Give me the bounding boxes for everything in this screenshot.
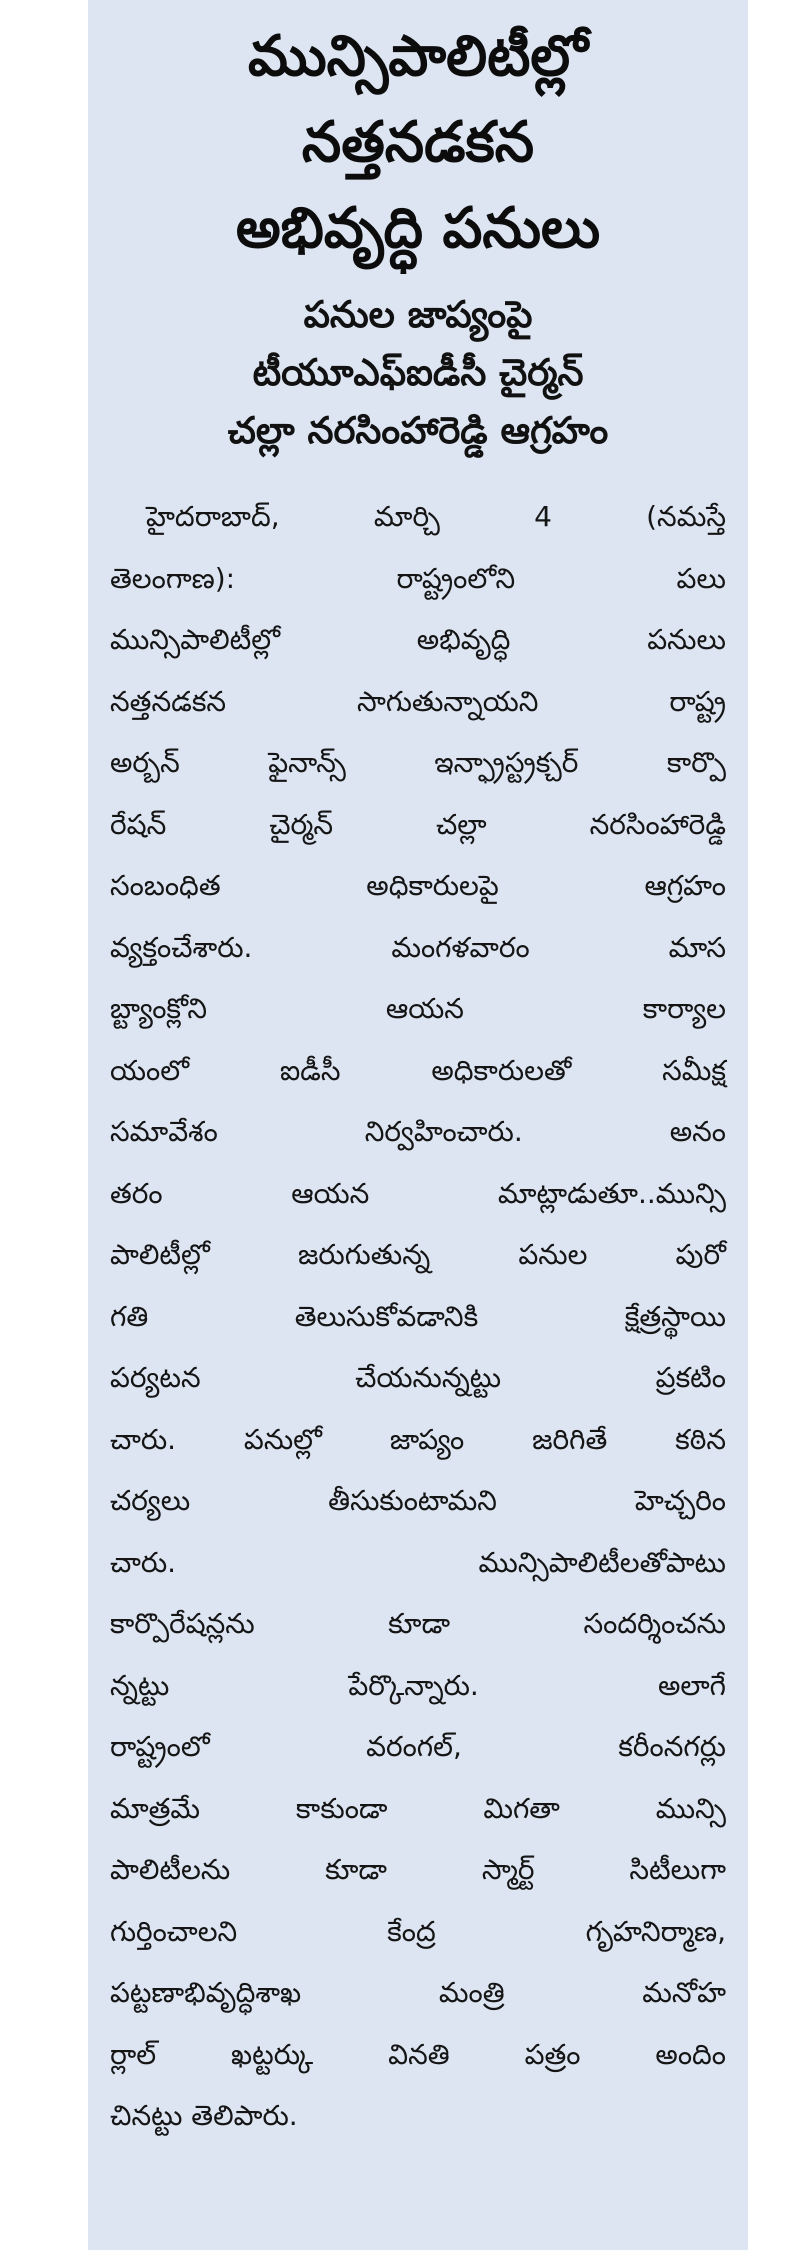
body-line: గుర్తించాలని కేంద్ర గృహనిర్మాణ, — [110, 1914, 726, 1948]
article-body — [110, 486, 726, 2147]
body-line: వ్యక్తంచేశారు. మంగళవారం మాస — [110, 930, 726, 964]
body-line: పర్యటన చేయనున్నట్టు ప్రకటిం — [110, 1361, 726, 1394]
headline-line: నత్తనడకన — [301, 110, 535, 175]
body-line: తరం ఆయన మాట్లాడుతూ..మున్సి — [110, 1176, 726, 1210]
subheadline-line: టీయూఎఫ్ఐడీసీ చైర్మన్ — [252, 351, 584, 394]
body-line: పాలిటీల్లో జరుగుతున్న పనుల పురో — [110, 1238, 726, 1271]
body-line: చినట్టు తెలిపారు. — [110, 2099, 298, 2132]
body-line: తెలంగాణ): రాష్ట్రంలోని పలు — [110, 561, 726, 595]
body-line: పాలిటీలను కూడా స్మార్ట్ సిటీలుగా — [110, 1853, 726, 1886]
headline-line: మున్సిపాలిటీల్లో — [247, 24, 589, 89]
subheadline-line: పనుల జాప్యంపై — [303, 293, 533, 336]
body-line: మున్సిపాలిటీల్లో అభివృద్ధి పనులు — [110, 623, 726, 656]
subheadline-line: చల్లా నరసింహారెడ్డి ఆగ్రహం — [227, 409, 609, 452]
body-line: రాష్ట్రంలో వరంగల్, కరీంనగర్లు — [110, 1730, 726, 1763]
body-line: బ్ట్యాంక్లోని ఆయన కార్యాల — [110, 992, 726, 1025]
newspaper-article-column — [88, 0, 748, 2250]
body-line: మాత్రమే కాకుండా మిగతా మున్సి — [110, 1791, 726, 1825]
body-line: సంబంధిత అధికారులపై ఆగ్రహం — [110, 869, 726, 902]
body-line: రేషన్ చైర్మన్ చల్లా నరసింహారెడ్డి — [110, 807, 726, 841]
body-line: చారు. మున్సిపాలిటీలతోపాటు — [110, 1545, 726, 1579]
right-margin — [748, 0, 800, 2250]
body-line: న్నట్టు పేర్కొన్నారు. అలాగే — [110, 1668, 726, 1702]
body-line: పట్టణాభివృద్ధిశాఖ మంత్రి మనోహ — [110, 1976, 726, 2009]
body-line: నత్తనడకన సాగుతున్నాయని రాష్ట్ర — [110, 684, 726, 718]
body-line: అర్బన్ ఫైనాన్స్ ఇన్ఫ్రాస్ట్రక్చర్ కార్పొ — [110, 746, 726, 779]
article-headline — [110, 14, 726, 272]
body-line: చర్యలు తీసుకుంటామని హెచ్చరిం — [110, 1484, 726, 1517]
body-line: ర్లాల్ ఖట్టర్కు వినతి పత్రం అందిం — [110, 2037, 726, 2071]
headline-line: అభివృద్ధి పనులు — [235, 196, 601, 261]
article-subheadline — [110, 286, 726, 460]
body-line: సమావేశం నిర్వహించారు. అనం — [110, 1115, 726, 1148]
body-line: హైదరాబాద్, మార్చి 4 (నమస్తే — [146, 500, 726, 533]
body-line: చారు. పనుల్లో జాప్యం జరిగితే కఠిన — [110, 1422, 726, 1456]
left-margin — [0, 0, 88, 2250]
body-line: యంలో ఐడీసీ అధికారులతో సమీక్ష — [110, 1053, 726, 1087]
body-line: గతి తెలుసుకోవడానికి క్షేత్రస్థాయి — [110, 1299, 726, 1333]
body-line: కార్పొరేషన్లను కూడా సందర్శించను — [110, 1607, 726, 1640]
